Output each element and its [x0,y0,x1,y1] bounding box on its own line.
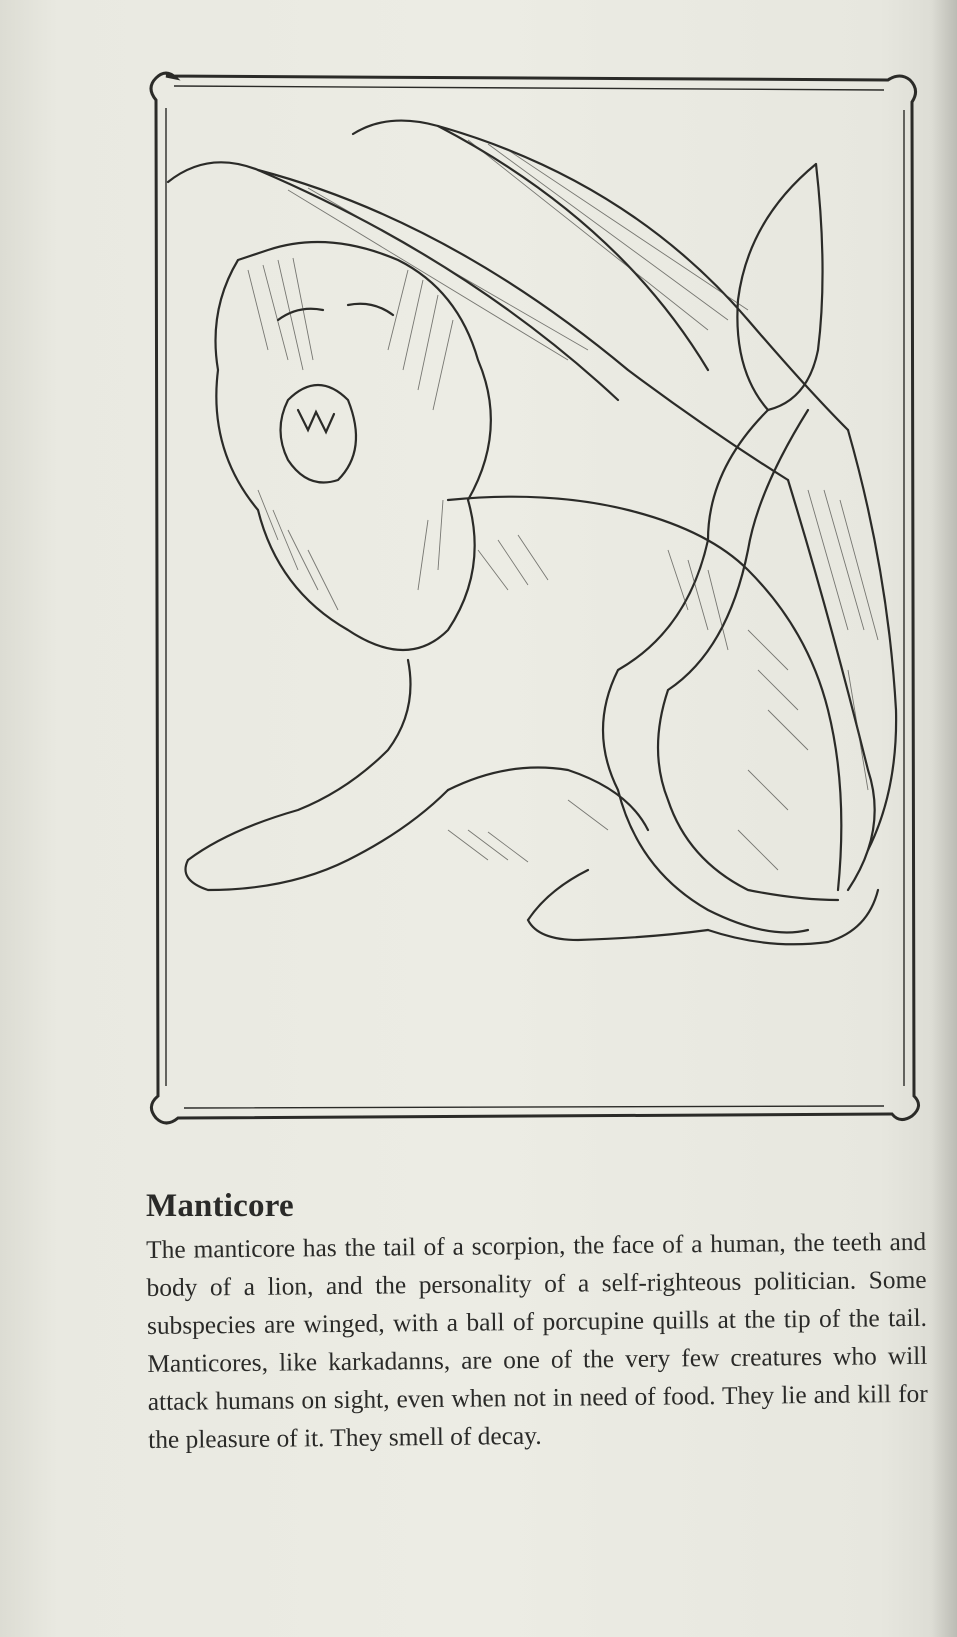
entry-body: The manticore has the tail of a scorpion, the face of a human, the teeth and body of a lion, and the personality of a self-righteous politician. Some subspecies are winged, with a ball of porcupine quills at the tip of the tail. Manticores, like karkadanns, are one of the very few creatures who will attack humans on sight, even when not in need of food. They lie and kill for the pleasure of it. They smell of decay. [146,1227,928,1454]
manticore-illustration [148,70,934,1126]
entry-caption [146,1188,926,1459]
page-edge-shadow [931,0,957,1637]
illustration-frame [148,70,934,1126]
entry-title: Manticore [146,1188,294,1224]
